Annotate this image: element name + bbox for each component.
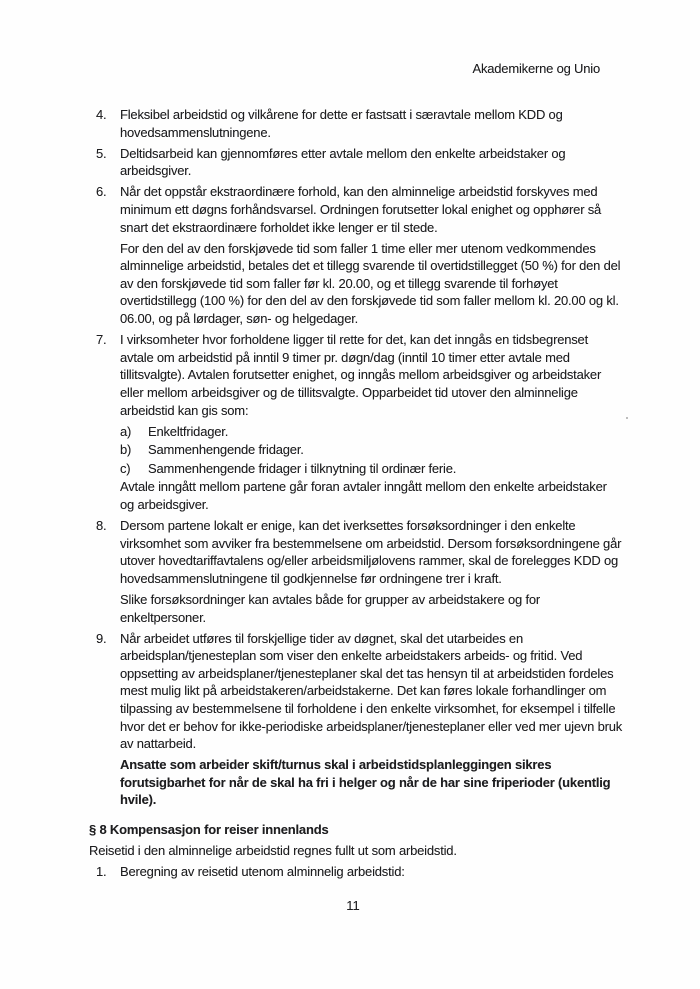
list-item-text: Dersom partene lokalt er enige, kan det iverksettes forsøksordninger i den enkelte virksomhet som avviker fra bestemmelsene om arbeidstid. Dersom forsøksordningene går utover hovedtariffavtalens og/eller arbeidsmiljølovens rammer, skal de forelegges KDD og hovedsammenslutningene til godkjennelse før ordningene trer i kraft.	[120, 518, 622, 586]
list-item-text: I virksomheter hvor forholdene ligger til rette for det, kan det inngås en tidsbegrenset avtale om arbeidstid på inntil 9 timer pr. døgn/dag (inntil 10 timer etter avtale med tillitsvalgte). Avtalen forutsetter enighet, og inngås mellom arbeidsgiver og arbeidstaker eller mellom arbeidsgiver og de tillitsvalgte. Opparbeidet tid utover den alminnelige arbeidstid kan gis som:	[120, 332, 602, 418]
sub-list-item	[120, 460, 623, 478]
list-item-text: Enkeltfridager.	[148, 423, 229, 439]
numbered-list-item	[96, 630, 623, 753]
list-item-text: Sammenhengende fridager i tilknytning til ordinær ferie.	[148, 460, 457, 476]
sub-list-item	[120, 423, 623, 441]
scan-artifact-speck	[626, 417, 628, 419]
list-item-number: 5.	[96, 145, 107, 161]
section-intro-paragraph: Reisetid i den alminnelige arbeidstid regnes fullt ut som arbeidstid.	[89, 842, 457, 858]
numbered-list-item	[96, 331, 623, 419]
page-number: 11	[346, 898, 360, 913]
list-item-number: 8.	[96, 518, 107, 534]
continuation-paragraph	[120, 478, 623, 513]
document-body	[96, 106, 623, 813]
list-item-text: Beregning av reisetid utenom alminnelig arbeidstid:	[120, 864, 405, 880]
list-item-text: Fleksibel arbeidstid og vilkårene for dette er fastsatt i særavtale mellom KDD og hovedsammenslutningene.	[120, 107, 563, 140]
list-item-text: For den del av den forskjøvede tid som faller 1 time eller mer utenom vedkommendes alminnelige arbeidstid, betales det et tillegg svarende til overtidstillegget (50 %) for den del av den forskjøvede tid som faller før kl. 20.00, og et tillegg svarende til forhøyet overtidstillegg (100 %) for den del av den forskjøvede tid som faller mellom kl. 20.00 og kl. 06.00, og på lørdager, søn- og helgedager.	[120, 240, 621, 327]
list-item-text: Avtale inngått mellom partene går foran avtaler inngått mellom den enkelte arbeidstaker og arbeidsgiver.	[120, 479, 607, 512]
list-item-text: Når arbeidet utføres til forskjellige tider av døgnet, skal det utarbeides en arbeidsplan/tjenesteplan som viser den enkelte arbeidstakers arbeids- og fritid. Ved oppsetting av arbeidsplaner/tjenesteplaner skal det tas hensyn til at arbeidstiden fordeles mest mulig likt på arbeidstakeren/arbeidstakerne. Det kan føres lokale forhandlinger om tilpassing av bestemmelsene til forholdene i den enkelte virksomhet, for eksempel i tilfelle hvor det er behov for ikke-periodiske arbeidsplaner/tjenesteplaner eller ved mer ujevn bruk av nattarbeid.	[120, 630, 623, 752]
list-item-number: b)	[120, 442, 132, 458]
list-item-number: 9.	[96, 630, 107, 646]
numbered-list-item	[96, 183, 623, 236]
numbered-list-item	[96, 106, 623, 141]
list-item-text: Deltidsarbeid kan gjennomføres etter avtale mellom den enkelte arbeidstaker og arbeidsgiver.	[120, 145, 566, 179]
list-item-number: c)	[120, 460, 131, 476]
section-heading: § 8 Kompensasjon for reiser innenlands	[89, 822, 329, 837]
document-header-parties: Akademikerne og Unio	[472, 61, 600, 76]
continuation-paragraph	[120, 240, 623, 328]
list-item-text: Sammenhengende fridager.	[148, 442, 304, 458]
list-item-text: Ansatte som arbeider skift/turnus skal i arbeidstidsplanleggingen sikres forutsigbarhet for når de skal ha fri i helger og når de har sine friperioder (ukentlig hvile).	[120, 757, 611, 808]
list-item-text: Slike forsøksordninger kan avtales både for grupper av arbeidstakere og for enkeltpersoner.	[120, 591, 541, 625]
list-item-number: 6.	[96, 184, 107, 200]
list-item-text: Når det oppstår ekstraordinære forhold, kan den alminnelige arbeidstid forskyves med minimum ett døgns forhåndsvarsel. Ordningen forutsetter lokal enighet og opphører så snart det ekstraordinære forholdet ikke lenger er til stede.	[120, 184, 602, 235]
continuation-paragraph	[120, 591, 623, 626]
numbered-list-item	[96, 145, 623, 180]
numbered-list-item	[96, 517, 623, 587]
list-item-number: 7.	[96, 332, 107, 348]
sub-list-item	[120, 441, 623, 459]
list-item-number: 1.	[96, 864, 107, 880]
bold-note-paragraph	[120, 756, 623, 809]
list-item-number: a)	[120, 423, 132, 439]
list-item-number: 4.	[96, 107, 107, 122]
numbered-list-item	[96, 863, 623, 881]
section-8-kompensasjon	[89, 821, 623, 884]
